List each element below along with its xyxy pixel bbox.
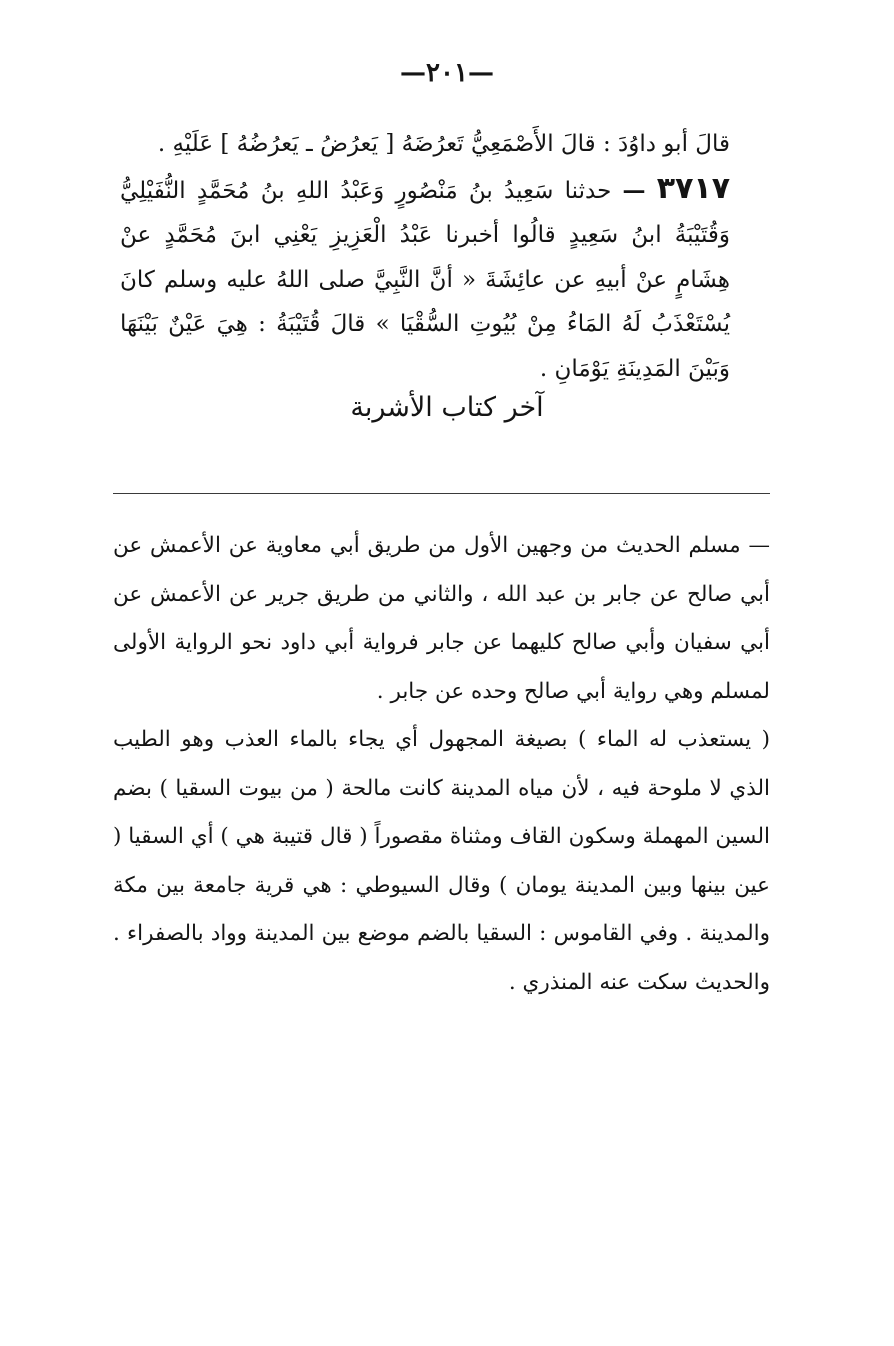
hadith-body: حدثنا سَعِيدُ بنُ مَنْصُورٍ وَعَبْدُ اللهِ بنُ مُحَمَّدٍ النُّفَيْلِيُّ وَقُتَيْبَةُ ابنُ سَعِيدٍ قالُوا أخبرنا عَبْدُ الْعَزِيزِ يَعْنِي ابنَ مُحَمَّدٍ عنْ هِشَامٍ عنْ أبيهِ عن عائِشَةَ « أنَّ النَّبِيَّ صلى اللهُ عليه وسلم كانَ يُسْتَعْذَبُ لَهُ المَاءُ مِنْ بُيُوتِ السُّقْيَا » قالَ قُتَيْبَةُ : هِيَ عَيْنٌ بَيْنَهَا وَبَيْنَ المَدِينَةِ يَوْمَانِ .: [120, 177, 730, 382]
commentary-paragraph-1: — مسلم الحديث من وجهين الأول من طريق أبي معاوية عن الأعمش عن أبي صالح عن جابر بن عبد الله ، والثاني من طريق جرير عن الأعمش عن أبي سفيان وأبي صالح كليهما عن جابر فرواية أبي داود نحو الرواية الأولى لمسلم وهي رواية أبي صالح وحده عن جابر .: [113, 533, 770, 704]
commentary-paragraph-2: ( يستعذب له الماء ) بصيغة المجهول أي يجاء بالماء العذب وهو الطيب الذي لا ملوحة فيه ، لأن مياه المدينة كانت مالحة ( من بيوت السقيا ) بضم السين المهملة وسكون القاف ومثناة مقصوراً ( قال قتيبة هي ) أي السقيا ( عين بينها وبين المدينة يومان ) وقال السيوطي : هي قرية جامعة بين مكة والمدينة . وفي القاموس : السقيا بالضم موضع بين المدينة وواد بالصفراء . والحديث سكت عنه المنذري .: [113, 727, 770, 995]
page-number: —٢٠١—: [400, 58, 494, 88]
hadith-main: [120, 167, 730, 392]
hadith-dash: —: [622, 176, 646, 204]
hadith-text-block: [120, 122, 730, 391]
footnote-divider: [113, 493, 770, 494]
hadith-intro: قالَ أبو داوُدَ : قالَ الأَصْمَعِيُّ تَعرُضَهُ [ يَعرُضُ ـ يَعرُضُهُ ] عَلَيْهِ .: [157, 131, 730, 157]
hadith-number: ٣٧١٧: [656, 170, 731, 206]
commentary-block: [113, 522, 770, 1007]
book-end-heading: آخر كتاب الأشربة: [350, 392, 544, 423]
